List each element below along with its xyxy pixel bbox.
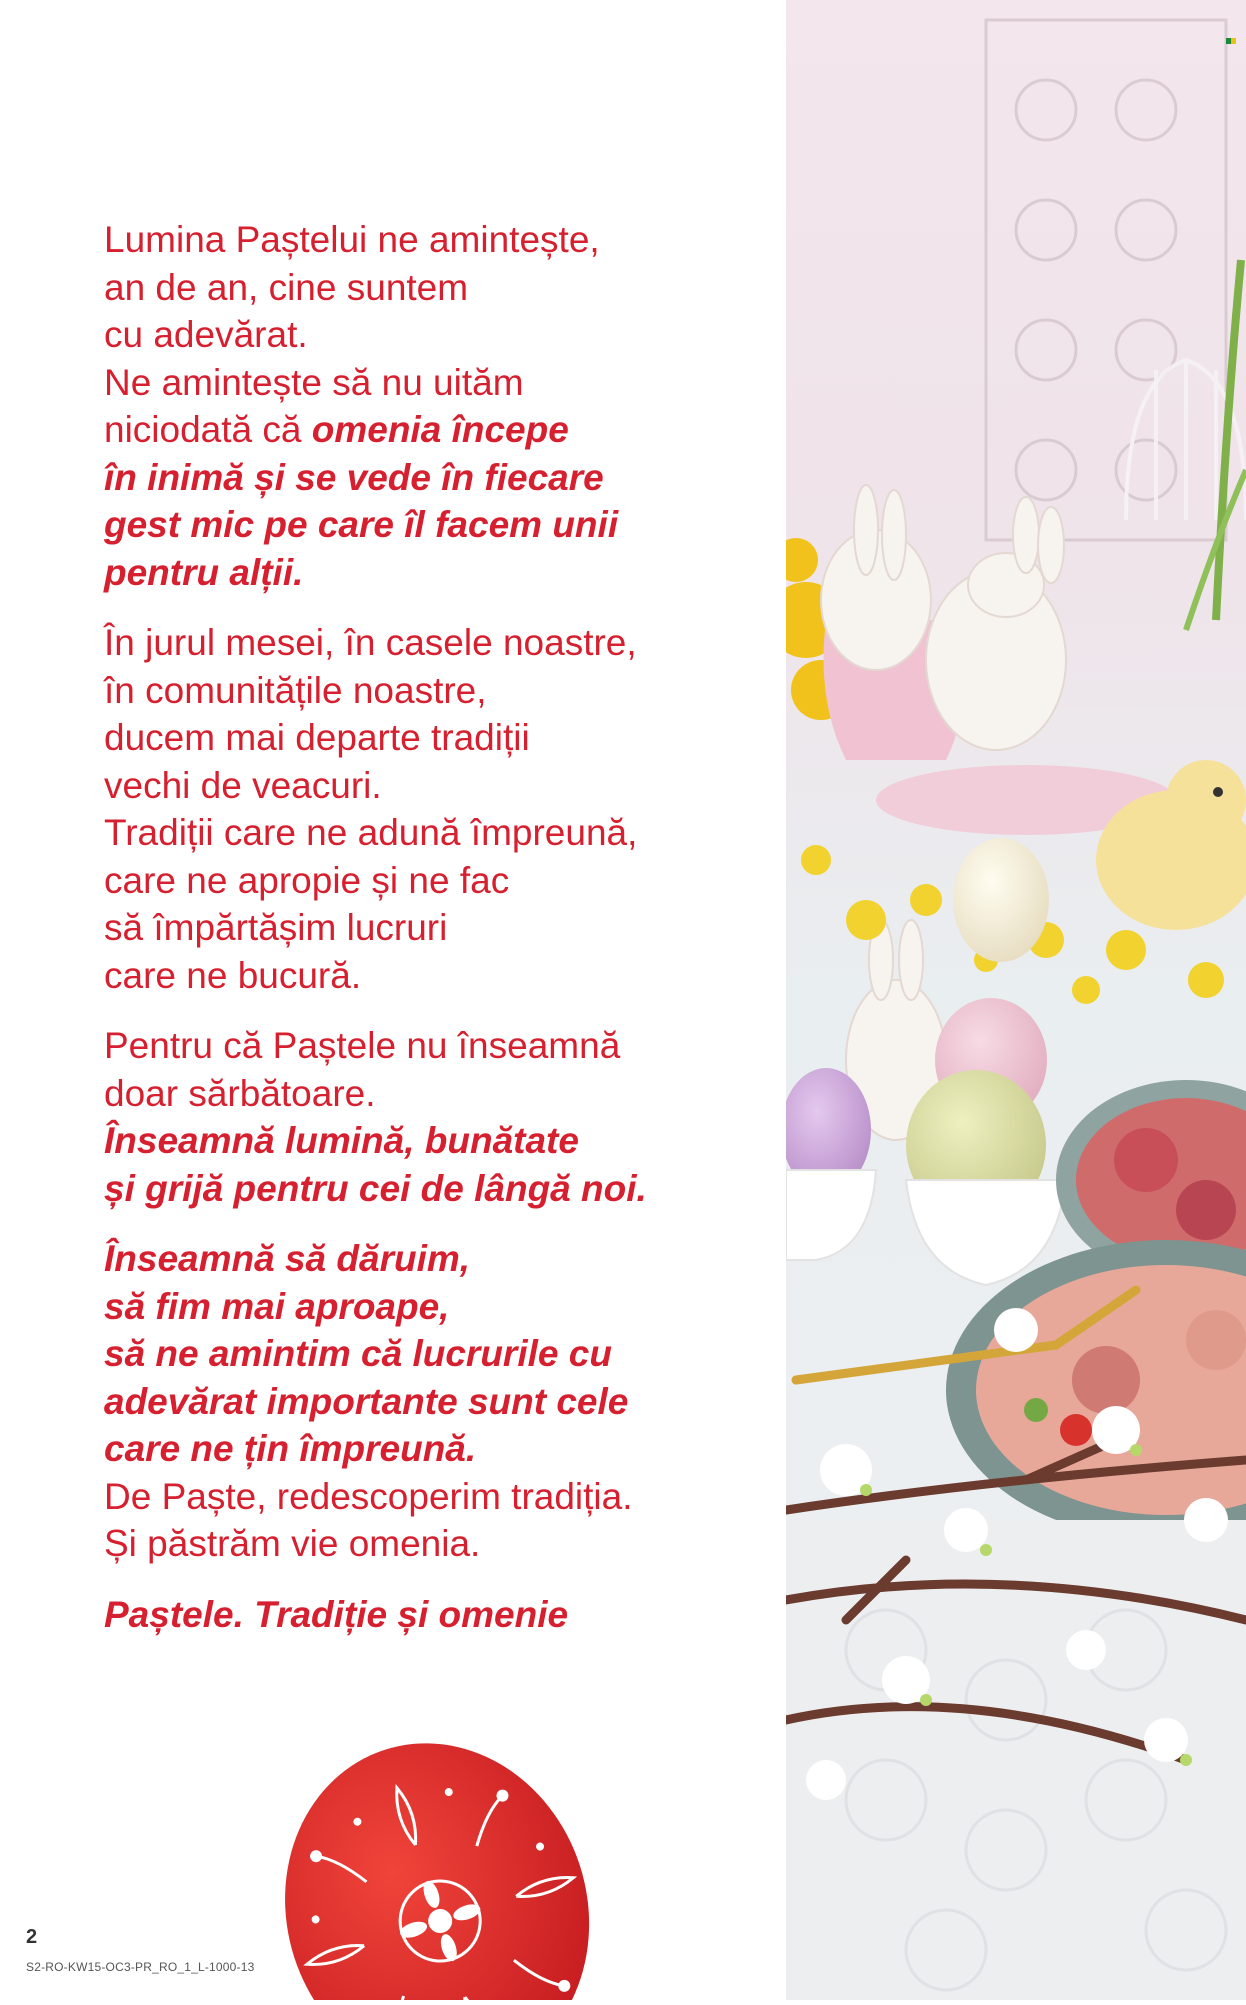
text-segment: în comunitățile noastre,	[104, 669, 487, 711]
text-segment: gest mic pe care îl facem unii	[104, 504, 619, 545]
text-line	[104, 1022, 764, 1070]
text-line	[104, 549, 764, 597]
color-mark-icon	[1226, 38, 1236, 44]
text-segment: Și păstrăm vie omenia.	[104, 1523, 481, 1564]
text-line	[104, 1070, 764, 1118]
text-line	[104, 264, 764, 312]
text-segment: Tradiții care ne adună împreună,	[104, 812, 638, 853]
text-segment: doar sărbătoare.	[104, 1072, 376, 1114]
text-segment: Înseamnă să dăruim,	[104, 1238, 471, 1279]
text-line	[104, 762, 764, 810]
text-segment: Lumina Paștelui ne amintește,	[104, 219, 600, 260]
text-segment: să ne amintim că lucrurile cu	[104, 1333, 612, 1374]
text-segment: De Paște, redescoperim tradiția.	[104, 1475, 633, 1517]
text-line	[104, 857, 764, 905]
text-segment: care ne bucură.	[104, 954, 362, 996]
text-segment: să împărtășim lucruri	[104, 907, 448, 948]
painted-red-easter-egg	[276, 1722, 592, 2000]
paragraph	[104, 1235, 764, 1568]
text-segment-emphasis: omenia începe	[301, 409, 569, 450]
text-segment: și grijă pentru cei de lângă noi.	[104, 1167, 647, 1209]
text-line	[104, 809, 764, 857]
text-segment: care ne apropie și ne fac	[104, 859, 510, 901]
text-segment: pentru alții.	[104, 551, 304, 593]
text-segment: niciodată că	[104, 409, 302, 450]
text-segment: adevărat importante sunt cele	[104, 1380, 629, 1422]
text-line	[104, 1117, 764, 1165]
text-line	[104, 1520, 764, 1568]
text-line	[104, 667, 764, 715]
text-segment: în inimă și se vede în fiecare	[104, 456, 604, 498]
text-line	[104, 1165, 764, 1213]
text-line	[104, 1378, 764, 1426]
text-line	[104, 216, 764, 264]
text-line	[104, 1425, 764, 1473]
text-segment: care ne țin împreună.	[104, 1428, 477, 1469]
text-line	[104, 619, 764, 667]
closing-line: Paștele. Tradiție și omenie	[104, 1593, 569, 1635]
text-line	[104, 714, 764, 762]
text-segment: vechi de veacuri.	[104, 764, 382, 806]
text-segment: Pentru că Paștele nu înseamnă	[104, 1025, 621, 1066]
paragraph	[104, 619, 764, 999]
text-line	[104, 1283, 764, 1331]
text-segment: Ne amintește să nu uităm	[104, 361, 524, 403]
text-line	[104, 1330, 764, 1378]
text-line	[104, 454, 764, 502]
text-line	[104, 406, 764, 454]
paragraph	[104, 216, 764, 596]
article-text	[104, 216, 764, 1638]
text-line	[104, 952, 764, 1000]
text-segment: an de an, cine suntem	[104, 266, 469, 308]
text-segment: Înseamnă lumină, bunătate	[104, 1120, 579, 1161]
text-line	[104, 904, 764, 952]
page-number: 2	[26, 1926, 38, 1948]
text-line	[104, 501, 764, 549]
text-segment: ducem mai departe tradiții	[104, 717, 530, 758]
text-segment: să fim mai aproape,	[104, 1285, 450, 1327]
text-line	[104, 311, 764, 359]
footer-code: S2-RO-KW15-OC3-PR_RO_1_L-1000-13	[26, 1960, 255, 1974]
text-line	[104, 1235, 764, 1283]
easter-table-photo	[786, 0, 1246, 2000]
text-line	[104, 1473, 764, 1521]
text-segment: cu adevărat.	[104, 314, 308, 355]
text-line	[104, 359, 764, 407]
text-segment: În jurul mesei, în casele noastre,	[104, 622, 637, 663]
paragraph	[104, 1022, 764, 1212]
